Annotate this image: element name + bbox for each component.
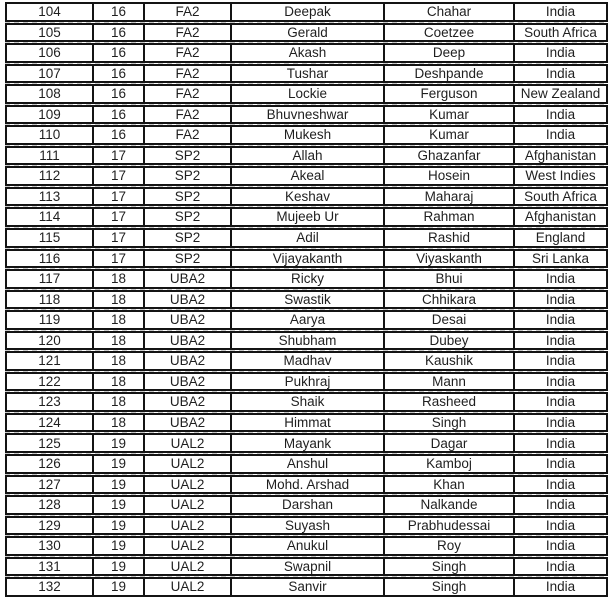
cell-first-name: Mayank <box>232 435 385 451</box>
cell-country: India <box>515 435 606 451</box>
cell-last-name: Singh <box>385 579 515 595</box>
table-row <box>5 166 608 186</box>
cell-country: India <box>515 374 606 390</box>
table-row <box>5 310 608 330</box>
cell-last-name: Desai <box>385 312 515 328</box>
cell-code: UBA2 <box>145 333 232 349</box>
cell-last-name: Chhikara <box>385 292 515 308</box>
cell-country: India <box>515 333 606 349</box>
table-row <box>5 331 608 351</box>
cell-last-name: Kumar <box>385 127 515 143</box>
cell-code: UBA2 <box>145 271 232 287</box>
table-row <box>5 146 608 166</box>
cell-country: India <box>515 4 606 20</box>
cell-group: 18 <box>94 394 145 410</box>
cell-code: UBA2 <box>145 415 232 431</box>
cell-last-name: Singh <box>385 415 515 431</box>
cell-code: FA2 <box>145 45 232 61</box>
cell-group: 16 <box>94 25 145 41</box>
cell-last-name: Coetzee <box>385 25 515 41</box>
cell-country: India <box>515 107 606 123</box>
cell-group: 19 <box>94 518 145 534</box>
cell-code: FA2 <box>145 4 232 20</box>
cell-first-name: Shaik <box>232 394 385 410</box>
cell-country: Sri Lanka <box>515 251 606 267</box>
cell-first-name: Mujeeb Ur <box>232 209 385 225</box>
cell-country: India <box>515 312 606 328</box>
cell-id: 115 <box>7 230 94 246</box>
cell-country: India <box>515 497 606 513</box>
table-row <box>5 433 608 453</box>
cell-id: 132 <box>7 579 94 595</box>
cell-first-name: Himmat <box>232 415 385 431</box>
cell-code: UBA2 <box>145 394 232 410</box>
cell-code: UBA2 <box>145 353 232 369</box>
cell-country: West Indies <box>515 168 606 184</box>
cell-code: SP2 <box>145 148 232 164</box>
cell-first-name: Pukhraj <box>232 374 385 390</box>
cell-id: 130 <box>7 538 94 554</box>
table-row <box>5 125 608 145</box>
cell-group: 18 <box>94 353 145 369</box>
cell-id: 131 <box>7 559 94 575</box>
cell-country: India <box>515 66 606 82</box>
cell-group: 19 <box>94 456 145 472</box>
cell-first-name: Akash <box>232 45 385 61</box>
cell-last-name: Bhui <box>385 271 515 287</box>
cell-last-name: Dagar <box>385 435 515 451</box>
cell-code: UAL2 <box>145 435 232 451</box>
cell-group: 19 <box>94 477 145 493</box>
cell-code: SP2 <box>145 189 232 205</box>
cell-code: FA2 <box>145 86 232 102</box>
cell-group: 19 <box>94 559 145 575</box>
cell-last-name: Ferguson <box>385 86 515 102</box>
cell-id: 126 <box>7 456 94 472</box>
cell-id: 116 <box>7 251 94 267</box>
cell-country: South Africa <box>515 189 606 205</box>
cell-group: 18 <box>94 271 145 287</box>
cell-country: India <box>515 559 606 575</box>
cell-country: India <box>515 518 606 534</box>
cell-group: 16 <box>94 66 145 82</box>
cell-group: 17 <box>94 209 145 225</box>
cell-last-name: Deshpande <box>385 66 515 82</box>
table-row <box>5 43 608 63</box>
table-row <box>5 269 608 289</box>
cell-last-name: Kumar <box>385 107 515 123</box>
cell-first-name: Darshan <box>232 497 385 513</box>
cell-id: 125 <box>7 435 94 451</box>
cell-first-name: Akeal <box>232 168 385 184</box>
cell-country: England <box>515 230 606 246</box>
table-row <box>5 516 608 536</box>
cell-code: UAL2 <box>145 456 232 472</box>
cell-group: 19 <box>94 579 145 595</box>
cell-first-name: Swastik <box>232 292 385 308</box>
cell-code: UBA2 <box>145 374 232 390</box>
cell-group: 19 <box>94 538 145 554</box>
cell-id: 110 <box>7 127 94 143</box>
table-row <box>5 105 608 125</box>
cell-id: 118 <box>7 292 94 308</box>
cell-code: SP2 <box>145 230 232 246</box>
cell-last-name: Kamboj <box>385 456 515 472</box>
cell-last-name: Mann <box>385 374 515 390</box>
cell-id: 108 <box>7 86 94 102</box>
cell-first-name: Ricky <box>232 271 385 287</box>
cell-code: UAL2 <box>145 579 232 595</box>
cell-last-name: Dubey <box>385 333 515 349</box>
cell-last-name: Nalkande <box>385 497 515 513</box>
cell-country: India <box>515 45 606 61</box>
cell-country: India <box>515 456 606 472</box>
table-row <box>5 228 608 248</box>
cell-first-name: Allah <box>232 148 385 164</box>
table-row <box>5 2 608 22</box>
cell-first-name: Deepak <box>232 4 385 20</box>
cell-group: 17 <box>94 189 145 205</box>
cell-last-name: Hosein <box>385 168 515 184</box>
cell-first-name: Anshul <box>232 456 385 472</box>
table-row <box>5 249 608 269</box>
cell-id: 107 <box>7 66 94 82</box>
cell-first-name: Aarya <box>232 312 385 328</box>
table-row <box>5 372 608 392</box>
cell-last-name: Viyaskanth <box>385 251 515 267</box>
table-row <box>5 577 608 597</box>
cell-country: India <box>515 538 606 554</box>
table-row <box>5 64 608 84</box>
cell-country: New Zealand <box>515 86 606 102</box>
cell-group: 17 <box>94 251 145 267</box>
cell-first-name: Mukesh <box>232 127 385 143</box>
cell-code: UAL2 <box>145 477 232 493</box>
cell-last-name: Kaushik <box>385 353 515 369</box>
cell-code: UAL2 <box>145 538 232 554</box>
cell-first-name: Vijayakanth <box>232 251 385 267</box>
cell-last-name: Maharaj <box>385 189 515 205</box>
cell-first-name: Keshav <box>232 189 385 205</box>
table-row <box>5 290 608 310</box>
cell-code: UAL2 <box>145 518 232 534</box>
cell-id: 109 <box>7 107 94 123</box>
table-row <box>5 454 608 474</box>
cell-country: India <box>515 127 606 143</box>
cell-group: 18 <box>94 292 145 308</box>
cell-last-name: Rahman <box>385 209 515 225</box>
cell-id: 121 <box>7 353 94 369</box>
cell-first-name: Tushar <box>232 66 385 82</box>
cell-code: UAL2 <box>145 559 232 575</box>
table-row <box>5 392 608 412</box>
cell-group: 18 <box>94 333 145 349</box>
cell-country: India <box>515 271 606 287</box>
cell-code: FA2 <box>145 107 232 123</box>
cell-group: 19 <box>94 435 145 451</box>
cell-last-name: Roy <box>385 538 515 554</box>
cell-id: 129 <box>7 518 94 534</box>
cell-country: India <box>515 353 606 369</box>
cell-id: 106 <box>7 45 94 61</box>
cell-id: 113 <box>7 189 94 205</box>
cell-country: India <box>515 292 606 308</box>
cell-last-name: Ghazanfar <box>385 148 515 164</box>
cell-group: 18 <box>94 312 145 328</box>
table-row <box>5 351 608 371</box>
cell-first-name: Adil <box>232 230 385 246</box>
roster-table <box>5 2 608 597</box>
cell-id: 117 <box>7 271 94 287</box>
cell-first-name: Bhuvneshwar <box>232 107 385 123</box>
cell-group: 18 <box>94 415 145 431</box>
cell-last-name: Prabhudessai <box>385 518 515 534</box>
cell-id: 124 <box>7 415 94 431</box>
table-row <box>5 23 608 43</box>
cell-code: SP2 <box>145 168 232 184</box>
cell-id: 120 <box>7 333 94 349</box>
cell-group: 16 <box>94 127 145 143</box>
cell-group: 17 <box>94 148 145 164</box>
table-row <box>5 536 608 556</box>
cell-group: 17 <box>94 168 145 184</box>
cell-id: 122 <box>7 374 94 390</box>
cell-group: 19 <box>94 497 145 513</box>
cell-id: 105 <box>7 25 94 41</box>
cell-id: 114 <box>7 209 94 225</box>
cell-code: FA2 <box>145 25 232 41</box>
cell-group: 16 <box>94 45 145 61</box>
table-row <box>5 207 608 227</box>
cell-country: Afghanistan <box>515 148 606 164</box>
cell-last-name: Chahar <box>385 4 515 20</box>
cell-last-name: Deep <box>385 45 515 61</box>
cell-id: 123 <box>7 394 94 410</box>
cell-code: UBA2 <box>145 292 232 308</box>
table-row <box>5 187 608 207</box>
table-row <box>5 557 608 577</box>
cell-code: SP2 <box>145 209 232 225</box>
cell-country: South Africa <box>515 25 606 41</box>
cell-group: 17 <box>94 230 145 246</box>
table-row <box>5 475 608 495</box>
cell-code: FA2 <box>145 66 232 82</box>
cell-last-name: Rasheed <box>385 394 515 410</box>
cell-id: 119 <box>7 312 94 328</box>
cell-code: FA2 <box>145 127 232 143</box>
cell-id: 104 <box>7 4 94 20</box>
cell-first-name: Madhav <box>232 353 385 369</box>
cell-id: 111 <box>7 148 94 164</box>
cell-first-name: Anukul <box>232 538 385 554</box>
cell-first-name: Lockie <box>232 86 385 102</box>
cell-id: 128 <box>7 497 94 513</box>
cell-first-name: Sanvir <box>232 579 385 595</box>
cell-country: India <box>515 579 606 595</box>
cell-last-name: Singh <box>385 559 515 575</box>
cell-group: 18 <box>94 374 145 390</box>
cell-first-name: Swapnil <box>232 559 385 575</box>
cell-country: Afghanistan <box>515 209 606 225</box>
table-row <box>5 495 608 515</box>
cell-group: 16 <box>94 86 145 102</box>
cell-first-name: Shubham <box>232 333 385 349</box>
cell-group: 16 <box>94 4 145 20</box>
cell-code: UBA2 <box>145 312 232 328</box>
cell-code: SP2 <box>145 251 232 267</box>
cell-first-name: Suyash <box>232 518 385 534</box>
cell-country: India <box>515 415 606 431</box>
cell-group: 16 <box>94 107 145 123</box>
cell-id: 127 <box>7 477 94 493</box>
cell-first-name: Gerald <box>232 25 385 41</box>
cell-last-name: Khan <box>385 477 515 493</box>
table-row <box>5 413 608 433</box>
cell-first-name: Mohd. Arshad <box>232 477 385 493</box>
cell-id: 112 <box>7 168 94 184</box>
table-row <box>5 84 608 104</box>
cell-country: India <box>515 394 606 410</box>
cell-country: India <box>515 477 606 493</box>
cell-code: UAL2 <box>145 497 232 513</box>
cell-last-name: Rashid <box>385 230 515 246</box>
